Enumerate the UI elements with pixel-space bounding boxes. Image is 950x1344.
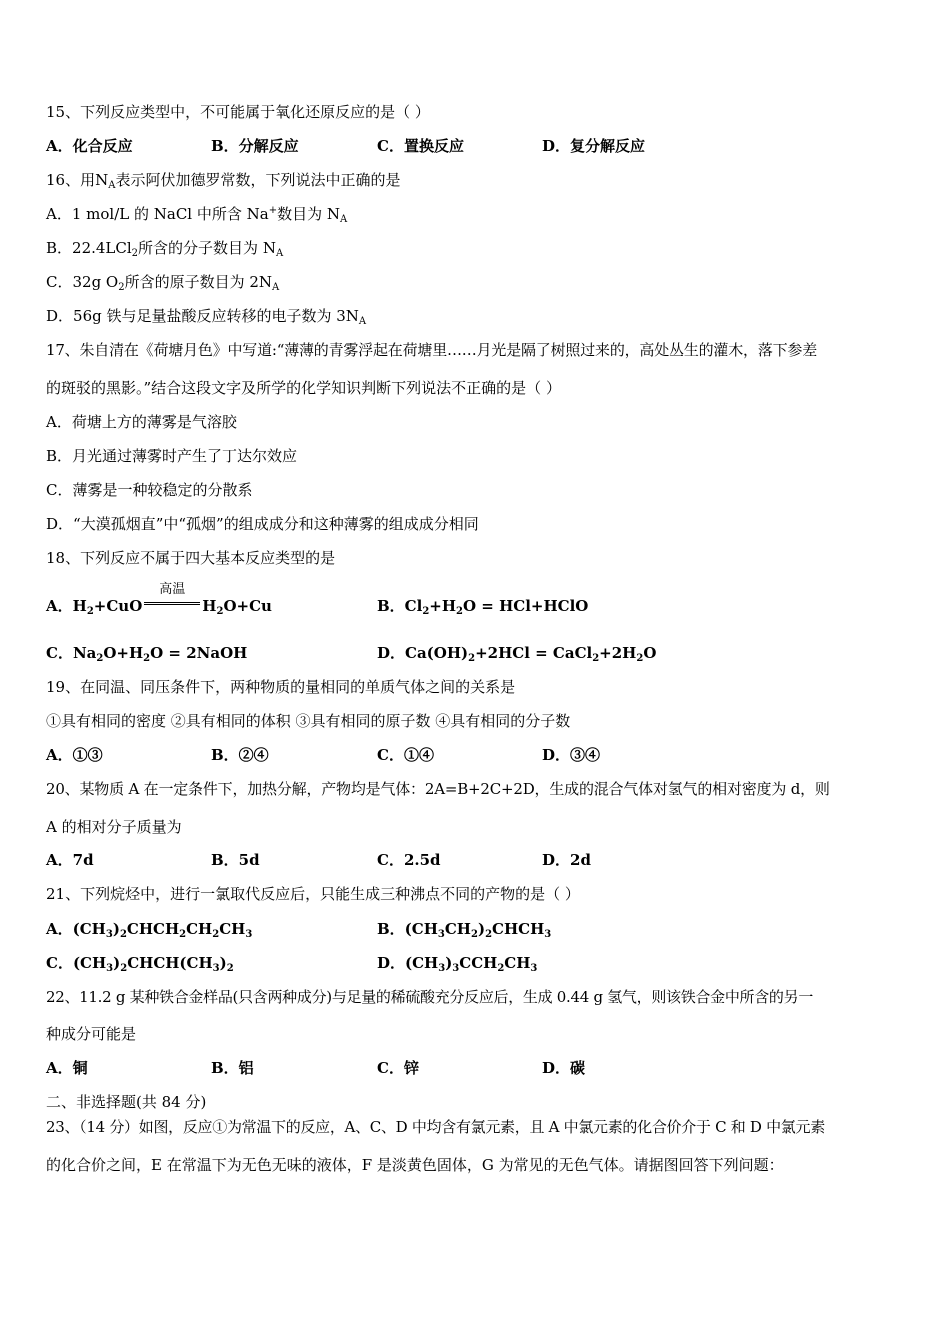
q20-stem-line2: A 的相对分子质量为 (46, 818, 182, 836)
q16-stem: 16、用$N_A$表示阿伏加德罗常数，下列说法中正确的是 (46, 171, 401, 191)
q19-option-a: A．①③ (46, 746, 103, 764)
q15-option-a: A．化合反应 (46, 137, 133, 155)
q17-option-c: C．薄雾是一种较稳定的分散系 (46, 481, 253, 499)
q17-option-d: D．“大漠孤烟直”中“孤烟”的组成成分和这种薄雾的组成成分相同 (46, 515, 479, 533)
q22-stem-line2: 种成分可能是 (46, 1025, 137, 1043)
q18-option-d: D．$Ca(OH)_2+2HCl$ = $CaCl_2+2H_2O$ (377, 644, 657, 664)
q16-option-b: B．22.4LCl$_2$所含的分子数目为 $N_A$ (46, 239, 284, 259)
q20-option-a: A．7d (46, 851, 94, 869)
q15-option-d: D．复分解反应 (542, 137, 646, 155)
q22-option-a: A．铜 (46, 1059, 88, 1077)
q17-option-a: A．荷塘上方的薄雾是气溶胶 (46, 413, 237, 431)
q20-option-c: C．2.5d (377, 851, 441, 869)
q19-option-c: C．①④ (377, 746, 434, 764)
q18-option-b: B．$Cl_2+H_2O$ = HCl+HClO (377, 597, 589, 617)
q22-stem-line1: 22、11.2 g 某种铁合金样品(只含两种成分)与足量的稀硫酸充分反应后，生成 0.44 g 氢气，则该铁合金中所含的另一 (46, 988, 814, 1006)
q21-option-d: D．$(CH_3)_3CCH_2CH_3$ (377, 954, 538, 974)
q17-stem-line1: 17、朱自清在《荷塘月色》中写道:“薄薄的青雾浮起在荷塘里……月光是隔了树照过来的，高处丛生的灌木，落下参差 (46, 341, 818, 359)
reaction-condition-arrow (144, 582, 200, 616)
q15-option-c: C．置换反应 (377, 137, 464, 155)
q19-statements: ①具有相同的密度 ②具有相同的体积 ③具有相同的原子数 ④具有相同的分子数 (46, 712, 571, 730)
q18-option-c: C．$Na_2O+H_2O$ = 2NaOH (46, 644, 248, 664)
q21-option-c: C．$(CH_3)_2CHCH(CH_3)_2$ (46, 954, 234, 974)
q23-stem-line2: 的化合价之间，E 在常温下为无色无味的液体，F 是淡黄色固体，G 为常见的无色气体。请据图回答下列问题： (46, 1156, 784, 1174)
q22-option-c: C．锌 (377, 1059, 419, 1077)
q16-option-a: A．1 mol/L 的 NaCl 中所含 Na+数目为 $N_A$ (46, 205, 348, 225)
q19-option-d: D．③④ (542, 746, 601, 764)
q16-option-d: D．56g 铁与足量盐酸反应转移的电子数为 $3N_A$ (46, 307, 367, 327)
q19-stem: 19、在同温、同压条件下，两种物质的量相同的单质气体之间的关系是 (46, 678, 516, 696)
q21-stem: 21、下列烷烃中，进行一氯取代反应后，只能生成三种沸点不同的产物的是（ ） (46, 885, 580, 903)
q21-option-b: B．$(CH_3CH_2)_2CHCH_3$ (377, 920, 552, 940)
q18-option-a: A．$H_2+CuO$ 高温 $H_2O+Cu$ (46, 582, 272, 617)
q17-stem-line2: 的斑驳的黑影。”结合这段文字及所学的化学知识判断下列说法不正确的是（ ） (46, 379, 561, 397)
q21-option-a: A．$(CH_3)_2CHCH_2CH_2CH_3$ (46, 920, 253, 940)
q19-option-b: B．②④ (211, 746, 269, 764)
q22-option-d: D．碳 (542, 1059, 586, 1077)
q22-option-b: B．铝 (211, 1059, 254, 1077)
q20-option-b: B．5d (211, 851, 260, 869)
q20-stem-line1: 20、某物质 A 在一定条件下，加热分解，产物均是气体：2A=B+2C+2D，生成的混合气体对氢气的相对密度为 d，则 (46, 780, 830, 798)
q23-stem-line1: 23、（14 分）如图，反应①为常温下的反应，A、C、D 中均含有氯元素，且 A 中氯元素的化合价介于 C 和 D 中氯元素 (46, 1118, 825, 1136)
q18-stem: 18、下列反应不属于四大基本反应类型的是 (46, 549, 336, 567)
q17-option-b: B．月光通过薄雾时产生了丁达尔效应 (46, 447, 298, 465)
q16-option-c: C．32g $O_2$所含的原子数目为 $2N_A$ (46, 273, 280, 293)
q20-option-d: D．2d (542, 851, 591, 869)
q15-option-b: B．分解反应 (211, 137, 299, 155)
section-title: 二、非选择题(共 84 分) (46, 1093, 207, 1111)
condition-label: 高温 (159, 582, 186, 597)
q15-stem: 15、下列反应类型中，不可能属于氧化还原反应的是（ ） (46, 103, 430, 121)
